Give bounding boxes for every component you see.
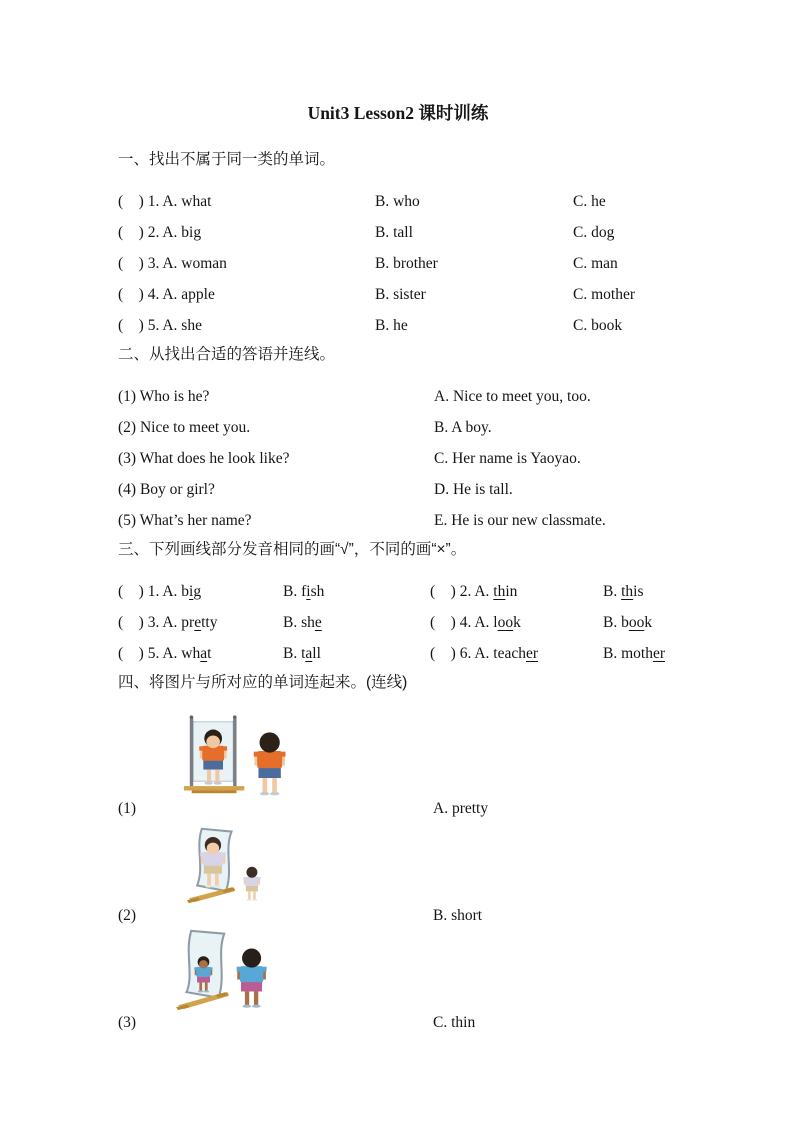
section-picture-match [118, 672, 678, 1033]
pronunciation-item [430, 582, 603, 602]
item-prefix: ( ) 4. A. [430, 613, 494, 631]
picture-match-label-row [118, 1013, 678, 1033]
answer-blank-option-a: ( ) 2. A. big [118, 223, 202, 241]
plain-letters: t [301, 644, 306, 662]
option-b: B. tall [375, 223, 413, 241]
plain-letters: is [633, 582, 644, 600]
answer-text: B. A boy. [434, 418, 492, 436]
underlined-letters: a [200, 644, 208, 662]
section-classify-words [118, 149, 678, 341]
item-prefix: B. [283, 582, 302, 600]
plain-letters: in [505, 582, 518, 600]
plain-letters: moth [621, 644, 653, 662]
pronunciation-item [283, 613, 430, 633]
boy-same-size-mirror-illustration [182, 709, 678, 797]
section-two-rows [118, 381, 678, 536]
underlined-letters: oo [497, 613, 514, 631]
option-b: B. brother [375, 254, 438, 272]
section-match-answers [118, 344, 678, 536]
item-prefix: ( ) 5. A. [118, 644, 182, 662]
option-c: C. he [573, 192, 606, 210]
pronunciation-item [283, 644, 430, 664]
option-b: B. sister [375, 285, 426, 303]
match-pair-row [118, 381, 678, 412]
underlined-word [301, 645, 321, 662]
plain-letters: f [301, 582, 307, 600]
question-text: (3) What does he look like? [118, 449, 290, 467]
underlined-letters: i [306, 582, 311, 600]
classify-word-row [118, 217, 678, 248]
match-pair-row [118, 474, 678, 505]
section-four-heading: 四、将图片与所对应的单词连起来。(连线) [118, 674, 408, 691]
pronunciation-item [283, 582, 430, 602]
item-prefix: B. [283, 613, 302, 631]
plain-letters: tty [201, 613, 218, 631]
underlined-word [181, 614, 217, 631]
plain-letters: sh [301, 613, 315, 631]
page-title: Unit3 Lesson2 课时训练 [307, 103, 489, 123]
section-one-rows [118, 186, 678, 341]
option-b: B. he [375, 316, 408, 334]
plain-letters: b [181, 582, 190, 600]
match-pair-row [118, 443, 678, 474]
answer-blank-option-a: ( ) 3. A. woman [118, 254, 227, 272]
plain-letters: l [493, 613, 498, 631]
pronunciation-item [430, 644, 603, 664]
pronunciation-row [118, 576, 678, 607]
option-c: C. dog [573, 223, 615, 241]
underlined-word [493, 645, 538, 662]
underlined-word [181, 583, 201, 600]
underlined-letters: er [652, 644, 666, 662]
underlined-letters: e [314, 613, 322, 631]
item-prefix: ( ) 2. A. [430, 582, 494, 600]
section-three-rows [118, 576, 678, 669]
pronunciation-item [118, 582, 283, 602]
underlined-letters: a [305, 644, 313, 662]
item-prefix: B. [603, 582, 622, 600]
underlined-word [181, 645, 211, 662]
plain-letters: ll [312, 644, 321, 662]
picture-match-label-row [118, 906, 678, 926]
underlined-word [301, 583, 324, 600]
item-prefix: ( ) 6. A. [430, 644, 494, 662]
underlined-letters: er [526, 644, 539, 662]
classify-word-row [118, 310, 678, 341]
pronunciation-item [603, 613, 678, 633]
question-text: (4) Boy or girl? [118, 480, 215, 498]
plain-letters: pr [181, 613, 195, 631]
answer-text: C. Her name is Yaoyao. [434, 449, 581, 467]
question-text: (5) What’s her name? [118, 511, 252, 529]
item-prefix: ( ) 3. A. [118, 613, 182, 631]
underlined-word [493, 614, 521, 631]
classify-word-row [118, 279, 678, 310]
underlined-letters: th [621, 582, 634, 600]
pronunciation-item [118, 644, 283, 664]
answer-text: A. Nice to meet you, too. [434, 387, 591, 405]
pronunciation-item [430, 613, 603, 633]
big-boy-thin-reflection-mirror-illustration [176, 928, 678, 1011]
plain-letters: t [207, 644, 212, 662]
plain-letters: k [644, 613, 653, 631]
underlined-word [621, 583, 643, 600]
match-word: C. thin [433, 1014, 476, 1031]
item-prefix: ( ) 1. A. [118, 582, 182, 600]
item-prefix: B. [603, 644, 622, 662]
plain-letters: wh [181, 644, 201, 662]
answer-text: D. He is tall. [434, 480, 513, 498]
underlined-letters: oo [628, 613, 645, 631]
picture-number: (2) [118, 907, 137, 924]
plain-letters: b [621, 613, 629, 631]
picture-number: (1) [118, 800, 137, 817]
underlined-word [493, 583, 517, 600]
pronunciation-item [603, 582, 678, 602]
match-word: B. short [433, 907, 483, 924]
classify-word-row [118, 186, 678, 217]
picture-number: (3) [118, 1014, 137, 1031]
underlined-word [621, 645, 665, 662]
match-word: A. pretty [433, 800, 489, 817]
section-one-heading: 一、找出不属于同一类的单词。 [118, 151, 336, 168]
pronunciation-item [603, 644, 678, 664]
answer-text: E. He is our new classmate. [434, 511, 606, 529]
underlined-letters: th [493, 582, 506, 600]
plain-letters: k [513, 613, 521, 631]
worksheet-content [118, 100, 678, 1033]
pronunciation-row [118, 638, 678, 669]
section-pronunciation [118, 539, 678, 669]
option-c: C. book [573, 316, 623, 334]
underlined-letters: i [189, 582, 194, 600]
question-text: (1) Who is he? [118, 387, 210, 405]
option-c: C. man [573, 254, 618, 272]
item-prefix: B. [603, 613, 622, 631]
classify-word-row [118, 248, 678, 279]
plain-letters: sh [310, 582, 325, 600]
short-girl-tall-reflection-mirror-illustration [184, 826, 678, 904]
picture-match-label-row [118, 799, 678, 819]
plain-letters: teach [493, 644, 526, 662]
question-text: (2) Nice to meet you. [118, 418, 251, 436]
section-three-heading: 三、下列画线部分发音相同的画“√”，不同的画“×”。 [118, 541, 467, 558]
pronunciation-item [118, 613, 283, 633]
answer-blank-option-a: ( ) 5. A. she [118, 316, 202, 334]
section-four-rows [118, 709, 678, 1033]
answer-blank-option-a: ( ) 1. A. what [118, 192, 212, 210]
option-c: C. mother [573, 285, 635, 303]
underlined-word [301, 614, 322, 631]
underlined-letters: e [194, 613, 202, 631]
option-b: B. who [375, 192, 420, 210]
match-pair-row [118, 412, 678, 443]
item-prefix: B. [283, 644, 302, 662]
underlined-word [621, 614, 652, 631]
section-two-heading: 二、从找出合适的答语并连线。 [118, 346, 336, 363]
answer-blank-option-a: ( ) 4. A. apple [118, 285, 215, 303]
plain-letters: g [193, 582, 202, 600]
match-pair-row [118, 505, 678, 536]
pronunciation-row [118, 607, 678, 638]
